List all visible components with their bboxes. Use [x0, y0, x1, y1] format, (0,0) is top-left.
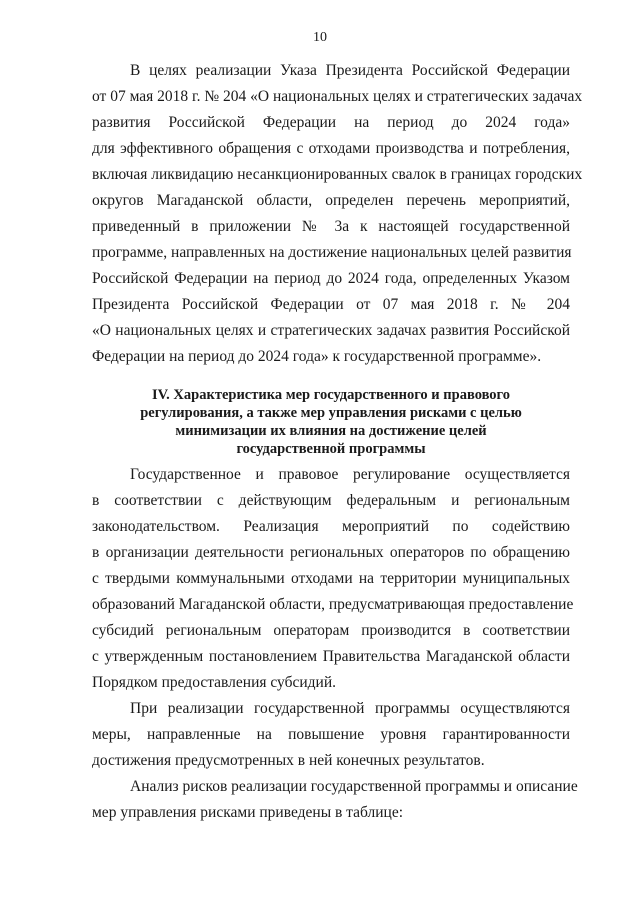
text-line: развития Российской Федерации на период до 2024 года»	[92, 114, 570, 131]
text-line: с утвержденным постановлением Правительства Магаданской области	[92, 648, 570, 665]
text-line: для эффективного обращения с отходами производства и потребления,	[92, 140, 570, 157]
text-line: округов Магаданской области, определен перечень мероприятий,	[92, 192, 570, 209]
text-line: программе, направленных на достижение национальных целей развития	[92, 244, 572, 261]
heading-line: государственной программы	[236, 441, 426, 457]
text-line: в соответствии с действующим федеральным и региональным	[92, 492, 570, 509]
text-line: включая ликвидацию несанкционированных свалок в границах городских	[92, 166, 583, 183]
text-line: законодательством. Реализация мероприятий по содействию	[92, 518, 570, 535]
text-line: В целях реализации Указа Президента Российской Федерации	[130, 62, 570, 79]
paragraph-risk-analysis	[92, 774, 578, 826]
section-heading	[92, 386, 570, 458]
text-line: Президента Российской Федерации от 07 мая 2018 г. № 204	[92, 296, 570, 313]
text-line: с твердыми коммунальными отходами на территории муниципальных	[92, 570, 570, 587]
heading-line: регулирования, а также мер управления рисками с целью	[140, 405, 522, 421]
text-line: образований Магаданской области, предусматривающая предоставление	[92, 596, 574, 613]
heading-line: минимизации их влияния на достижение целей	[175, 423, 487, 439]
paragraph-measures	[92, 696, 570, 774]
text-line: «О национальных целях и стратегических задачах развития Российской	[92, 322, 570, 339]
page-number: 10	[313, 30, 327, 45]
text-line: Порядком предоставления субсидий.	[92, 674, 337, 691]
text-line: субсидий региональным операторам производится в соответствии	[92, 622, 570, 639]
text-line: достижения предусмотренных в ней конечных результатов.	[92, 752, 485, 769]
text-line: меры, направленные на повышение уровня гарантированности	[92, 726, 570, 743]
paragraph-decree-goals	[92, 58, 583, 370]
text-line: Российской Федерации на период до 2024 года, определенных Указом	[92, 270, 570, 287]
text-line: При реализации государственной программы осуществляются	[130, 700, 570, 717]
text-line: Анализ рисков реализации государственной программы и описание	[130, 778, 578, 795]
text-line: мер управления рисками приведены в таблице:	[92, 804, 404, 821]
text-line: Государственное и правовое регулирование осуществляется	[130, 466, 570, 483]
text-line: от 07 мая 2018 г. № 204 «О национальных целях и стратегических задачах	[92, 88, 583, 105]
text-line: в организации деятельности региональных операторов по обращению	[92, 544, 570, 561]
text-line: приведенный в приложении № 3а к настоящей государственной	[92, 218, 570, 235]
heading-line: IV. Характеристика мер государственного и правового	[151, 387, 511, 403]
text-line: Федерации на период до 2024 года» к государственной программе».	[92, 348, 542, 365]
paragraph-regulation	[92, 462, 574, 696]
